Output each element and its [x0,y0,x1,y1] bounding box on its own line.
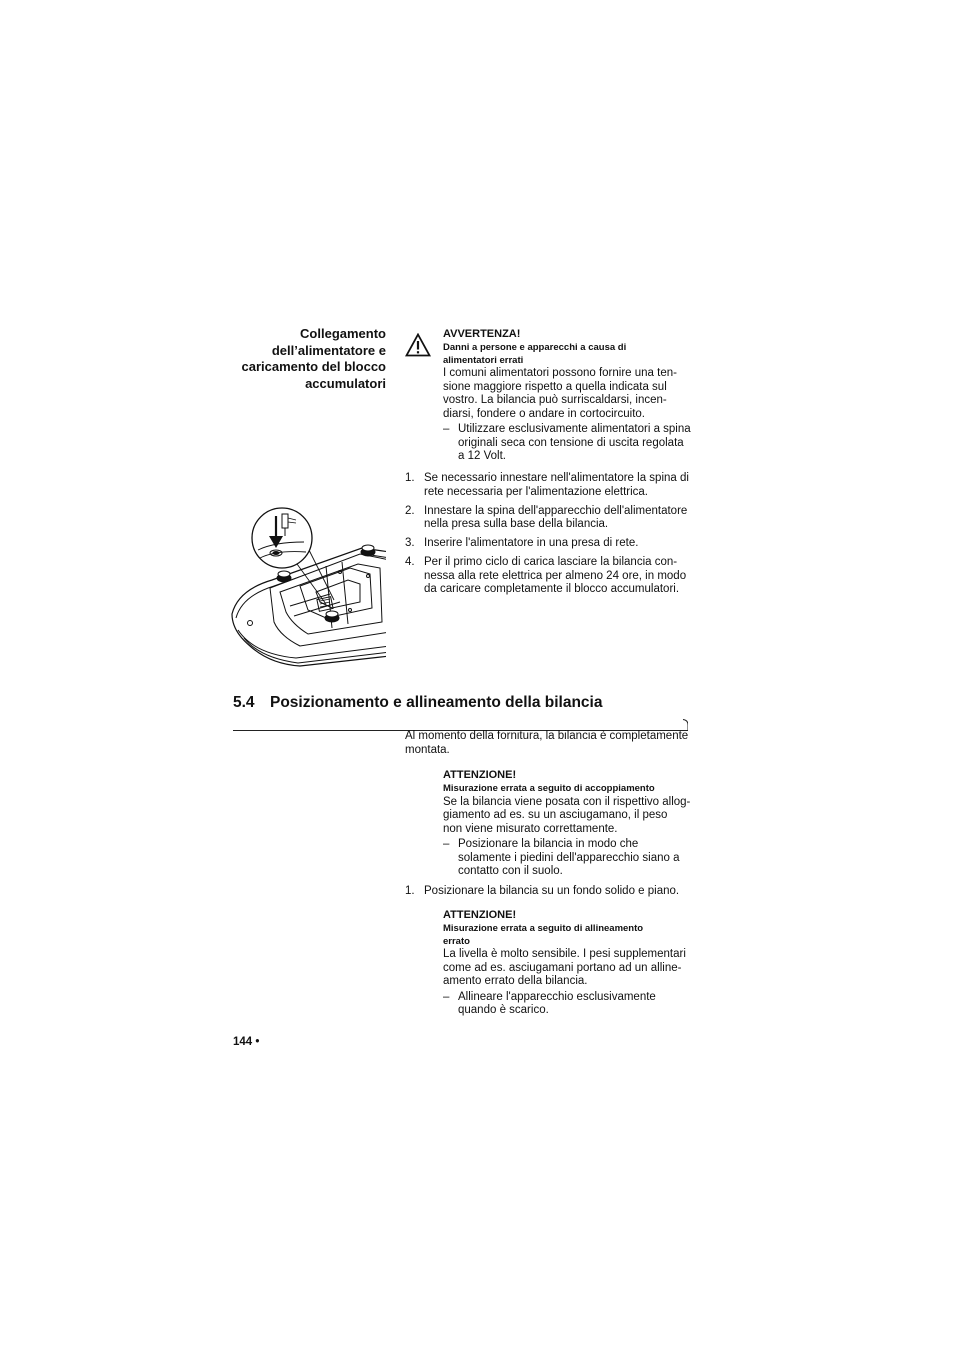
list-item [405,472,695,499]
side-heading-line: accumulatori [305,375,386,391]
step-line: Per il primo ciclo di carica lasciare la bilancia con- [424,556,678,568]
step-line: da caricare completamente il blocco accumulatori. [424,583,680,595]
step-line: Innestare la spina dell'apparecchio dell'alimentatore [424,504,688,517]
list-item [405,537,695,551]
charging-steps-list [405,472,695,597]
attention-body-line: come ad es. asciugamani portano ad un alline- [443,961,682,974]
intro-line: montata. [405,743,450,756]
attention-dash-item [443,838,703,879]
step-number: 2. [405,504,415,517]
attention-body-line: giamento ad es. su un asciugamano, il peso [443,809,668,821]
side-heading-line: dell’alimentatore e [271,342,386,358]
list-item [405,556,695,597]
warning-subtitle-line: alimentatori errati [443,354,524,366]
step-line: Inserire l'alimentatore in una presa di rete. [424,537,639,549]
step-number: 1. [405,885,415,897]
attention-title: ATTENZIONE! [443,909,517,921]
dash-bullet: – [443,838,450,850]
attention-box [443,908,703,1018]
warning-dash-item [443,423,693,464]
section-number: 5.4 [233,694,255,711]
step-line: nessa alla rete elettrica per almeno 24 ore, in modo [424,569,687,582]
dash-item-line: Posizionare la bilancia in modo che [458,838,639,850]
attention-body-line: La livella è molto sensibile. I pesi supplementari [443,948,686,960]
attention-subtitle-line: errato [443,935,470,947]
warning-body-line: diarsi, fondere o andare in cortocircuito. [443,407,645,420]
attention-subtitle-line: Misurazione errata a seguito di allineamento [443,923,644,934]
intro-paragraph [405,730,700,757]
warning-title: AVVERTENZA! [443,328,521,340]
intro-line: Al momento della fornitura, la bilancia è completamente [405,730,689,742]
step-number: 1. [405,472,415,484]
list-item [405,505,695,532]
attention-subtitle: Misurazione errata a seguito di accoppiamento [443,783,655,794]
warning-body-line: I comuni alimentatori possono fornire una ten- [443,367,677,379]
side-heading-line: caricamento del blocco [241,359,386,374]
warning-triangle-icon [405,333,431,357]
dash-item-line: Allineare l'apparecchio esclusivamente [458,990,656,1003]
attention-box [443,768,703,879]
page-number: 144 • [233,1036,260,1048]
step-number: 4. [405,556,415,568]
warning-box [443,327,693,464]
step-line: Posizionare la bilancia su un fondo solido e piano. [424,885,680,897]
section-heading [233,693,602,713]
attention-title: ATTENZIONE! [443,769,517,781]
list-item [405,885,714,899]
attention-subtitle [443,923,703,948]
step-line: nella presa sulla base della bilancia. [424,518,609,530]
warning-subtitle-line: Danni a persone e apparecchi a causa di [443,342,627,353]
dash-item-line: quando è scarico. [458,1004,549,1016]
section-title: Posizionamento e allineamento della bilancia [270,694,603,711]
attention-body-line: Se la bilancia viene posata con il rispettivo allog- [443,795,691,808]
step-number: 3. [405,537,415,549]
attention-body [443,948,703,989]
step-line: Se necessario innestare nell'alimentatore la spina di [424,472,689,484]
warning-body-line: vostro. La bilancia può surriscaldarsi, incen- [443,394,667,406]
attention-body-line: non viene misurato correttamente. [443,822,618,835]
dash-item-line: a 12 Volt. [458,450,506,462]
dash-item-line: solamente i piedini dell'apparecchio siano a [458,851,680,864]
scale-base-illustration [230,506,390,676]
dash-bullet: – [443,423,450,435]
dash-bullet: – [443,990,450,1003]
warning-body-line: sione maggiore rispetto a quella indicata sul [443,380,667,393]
side-heading-line: Collegamento [300,326,386,341]
warning-body [443,367,693,421]
side-heading [200,326,386,392]
warning-subtitle [443,342,693,367]
dash-item-line: contatto con il suolo. [458,865,563,877]
attention-body-line: amento errato della bilancia. [443,975,588,987]
attention-body [443,796,703,837]
dash-item-line: originali seca con tensione di uscita regolata [458,436,684,449]
dash-item-line: Utilizzare esclusivamente alimentatori a spina [458,423,691,435]
step-line: rete necessaria per l'alimentazione elettrica. [424,485,649,498]
attention-dash-item [443,991,703,1018]
